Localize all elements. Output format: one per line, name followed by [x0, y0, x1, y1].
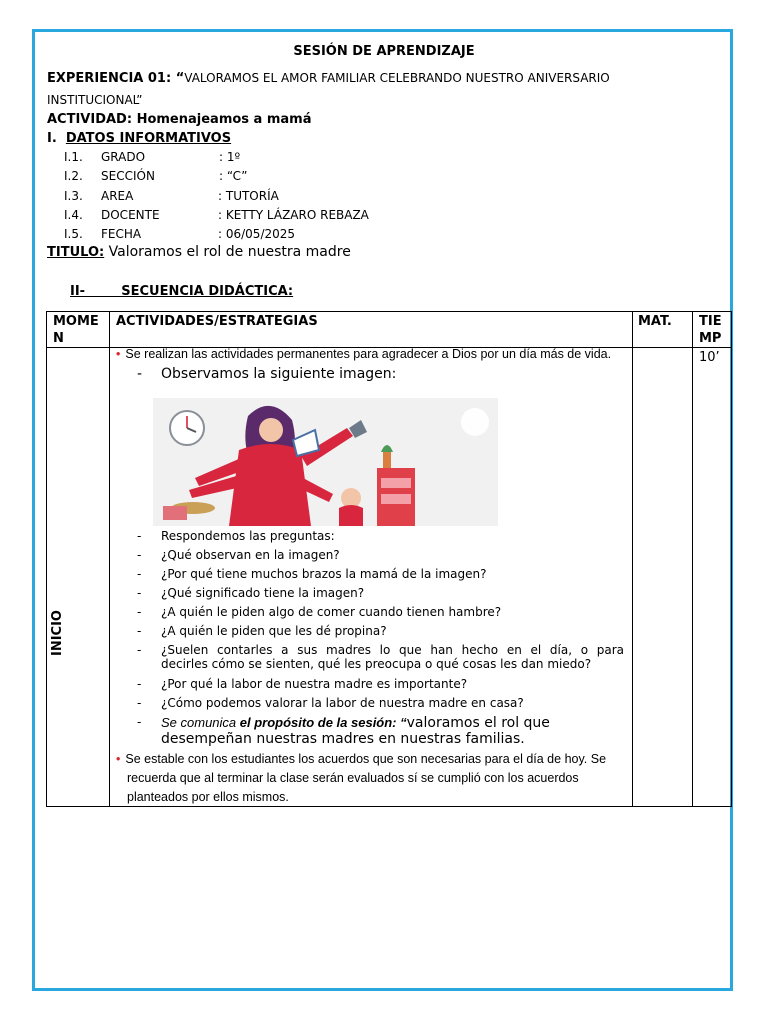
- question-text: ¿Qué significado tiene la imagen?: [161, 586, 365, 600]
- info-number: I.5.: [64, 227, 83, 241]
- info-row-fecha: [64, 227, 464, 244]
- question-text: decirles cómo se sienten, qué les preocupa o qué cosas les dan miedo?: [161, 657, 592, 671]
- info-key: FECHA: [101, 227, 142, 241]
- bullet-text: Se realizan las actividades permanentes para agradecer a Dios por un día más de vida.: [125, 347, 612, 361]
- bullet-icon: •: [116, 347, 121, 361]
- question-text: ¿A quién le piden que les dé propina?: [161, 624, 387, 638]
- question-text: ¿A quién le piden algo de comer cuando tienen hambre?: [161, 605, 502, 619]
- info-key: DOCENTE: [101, 208, 160, 222]
- experiencia-label: EXPERIENCIA 01: “: [47, 71, 185, 86]
- dash-icon: -: [137, 605, 142, 619]
- acuerdos-text: Se estable con los estudiantes los acuerdos que son necesarias para el día de hoy. Se: [125, 752, 607, 766]
- table-col-divider: [109, 311, 110, 807]
- titulo-text: Valoramos el rol de nuestra madre: [104, 244, 351, 260]
- mother-illustration: [153, 398, 498, 526]
- table-border-top: [46, 311, 732, 312]
- titulo-label: TITULO:: [47, 245, 105, 260]
- header-mat: MAT.: [638, 314, 672, 329]
- datos-heading-number: I.: [47, 131, 57, 146]
- info-number: I.2.: [64, 169, 83, 183]
- titulo-line: [47, 244, 351, 260]
- acuerdos-line: recuerda que al terminar la clase serán evaluados sí se cumplió con los acuerdos: [127, 771, 579, 785]
- question-text: ¿Cómo podemos valorar la labor de nuestra madre en casa?: [161, 696, 524, 710]
- page-title: SESIÓN DE APRENDIZAJE: [293, 44, 475, 59]
- observamos-text: Observamos la siguiente imagen:: [161, 366, 397, 382]
- question-text: ¿Por qué tiene muchos brazos la mamá de la imagen?: [161, 567, 487, 581]
- info-row-seccion: [64, 169, 464, 186]
- table-border-right: [731, 311, 732, 807]
- header-actividades: ACTIVIDADES/ESTRATEGIAS: [116, 314, 318, 329]
- dash-icon: -: [137, 586, 142, 600]
- table-col-divider: [632, 311, 633, 807]
- dash-icon: -: [137, 366, 143, 382]
- info-row-area: [64, 189, 464, 206]
- header-tiempo: TIE MP: [699, 314, 722, 346]
- info-value: : KETTY LÁZARO REBAZA: [218, 208, 369, 222]
- info-number: I.3.: [64, 189, 83, 203]
- question-text: ¿Por qué la labor de nuestra madre es importante?: [161, 677, 468, 691]
- datos-heading: [47, 131, 231, 146]
- dash-icon: -: [137, 624, 142, 638]
- table-border-left: [46, 311, 47, 807]
- acuerdos-line: planteados por ellos mismos.: [127, 790, 289, 804]
- proposito-value: valoramos el rol que: [406, 715, 550, 731]
- momento-inicio: INICIO: [50, 610, 65, 656]
- info-value: : “C”: [219, 169, 248, 183]
- proposito-value-2: desempeñan nuestras madres en nuestras familias.: [161, 731, 525, 747]
- proposito-label: el propósito de la sesión: “: [239, 715, 407, 730]
- experiencia-line-2: INSTITUCIONAL”: [47, 93, 143, 107]
- bullet-actividades-permanentes: [116, 345, 611, 364]
- acuerdos-line: [116, 750, 624, 769]
- question-text: ¿Qué observan en la imagen?: [161, 548, 340, 562]
- header-momento: MOME N: [53, 314, 99, 346]
- dash-icon: -: [137, 548, 142, 562]
- dash-icon: -: [137, 529, 142, 543]
- dash-icon: -: [137, 643, 142, 657]
- info-value: : 1º: [219, 150, 241, 164]
- info-key: GRADO: [101, 150, 146, 164]
- info-value: : TUTORÍA: [218, 189, 279, 203]
- info-value: : 06/05/2025: [218, 227, 296, 241]
- info-key: SECCIÓN: [101, 169, 155, 183]
- secuencia-heading: II- SECUENCIA DIDÁCTICA:: [70, 284, 294, 299]
- experiencia-text: VALORAMOS EL AMOR FAMILIAR CELEBRANDO NUESTRO ANIVERSARIO: [184, 71, 610, 85]
- dash-icon: -: [137, 696, 142, 710]
- dash-icon: -: [137, 677, 142, 691]
- table-col-divider: [692, 311, 693, 807]
- info-row-docente: [64, 208, 464, 225]
- dash-icon: -: [137, 567, 142, 581]
- info-number: I.1.: [64, 150, 83, 164]
- dash-icon: -: [137, 715, 142, 729]
- bullet-acuerdos: [116, 750, 624, 807]
- info-row-grado: [64, 150, 464, 167]
- experiencia-line: [47, 71, 610, 86]
- observamos-line: [137, 366, 397, 382]
- bullet-icon: •: [116, 752, 121, 766]
- info-key: AREA: [101, 189, 134, 203]
- question-text: Respondemos las preguntas:: [161, 529, 335, 543]
- actividad: ACTIVIDAD: Homenajeamos a mamá: [47, 112, 312, 127]
- proposito-intro: Se comunica: [161, 715, 240, 730]
- question-text: ¿Suelen contarles a sus madres lo que han hecho en el día, o para: [161, 643, 624, 657]
- info-number: I.4.: [64, 208, 83, 222]
- proposito-text: [161, 715, 550, 731]
- datos-heading-text: DATOS INFORMATIVOS: [65, 131, 232, 146]
- tiempo-value: 10’: [699, 350, 720, 365]
